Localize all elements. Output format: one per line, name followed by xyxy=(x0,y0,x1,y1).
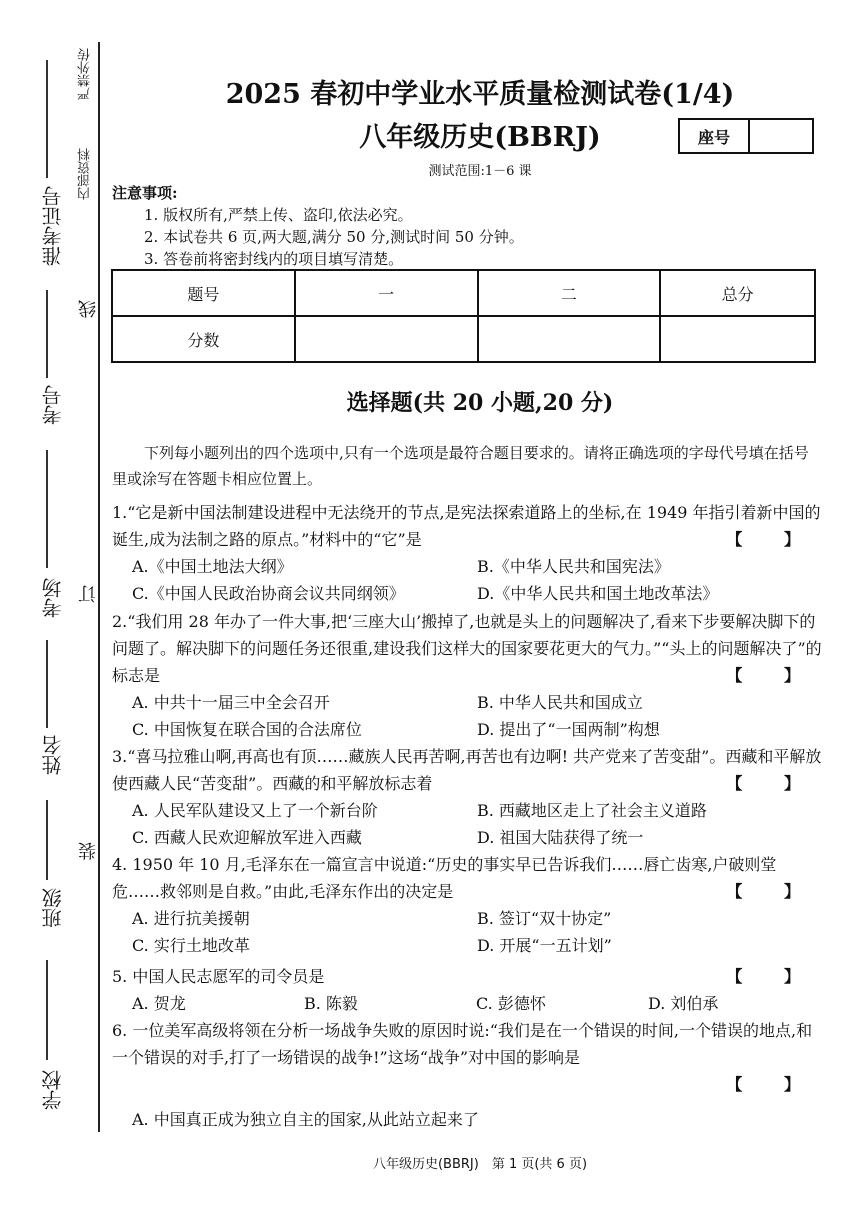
question-stem xyxy=(112,608,824,689)
option-d[interactable]: D. 刘伯承 xyxy=(648,994,719,1013)
school-field[interactable] xyxy=(46,960,48,1060)
ticket-no-field[interactable] xyxy=(46,60,48,178)
seat-value[interactable] xyxy=(750,120,812,152)
score-cell-part-1[interactable] xyxy=(295,316,478,362)
header-cell-question-no: 题号 xyxy=(112,270,295,316)
question-text: 1.“它是新中国法制建设进程中无法绕开的节点,是宪法探索道路上的坐标,在 1949 年指引着新中国的诞生,成为法制之路的原点。”材料中的“它”是 xyxy=(112,503,821,549)
option-d[interactable]: D. 开展“一五计划” xyxy=(477,936,612,955)
exam-room-label: 考场 xyxy=(41,578,65,618)
question-text: 5. 中国人民志愿军的司令员是 xyxy=(112,967,325,986)
question-6 xyxy=(112,1017,824,1133)
seat-label: 座号 xyxy=(680,120,750,152)
option-c[interactable]: C. 实行土地改革 xyxy=(132,936,250,955)
name-field[interactable] xyxy=(46,640,48,728)
exam-subtitle: 八年级历史(BBRJ) xyxy=(359,122,601,153)
test-range: 测试范围:1－6 课 xyxy=(428,164,532,179)
question-stem xyxy=(112,1017,824,1071)
question-stem xyxy=(112,963,824,990)
question-5 xyxy=(112,963,824,1017)
option-c[interactable]: C. 西藏人民欢迎解放军进入西藏 xyxy=(132,828,362,847)
question-1 xyxy=(112,499,824,607)
score-row-label: 分数 xyxy=(112,316,295,362)
options xyxy=(112,797,824,851)
option-d[interactable]: D.《中华人民共和国土地改革法》 xyxy=(477,584,719,603)
confidential-label: 严禁外传 xyxy=(78,48,93,100)
question-2 xyxy=(112,608,824,743)
question-text: 2.“我们用 28 年办了一件大事,把‘三座大山’搬掉了,也就是头上的问题解决了,看来下步要解决脚下的问题了。解决脚下的问题任务还很重,建设我们这样大的国家要花更大的气力。”“头上的问题解决了”的标志是 xyxy=(112,612,822,685)
answer-bracket[interactable]: 【 】 xyxy=(726,1075,818,1094)
school-label: 学校 xyxy=(41,1070,65,1110)
question-stem xyxy=(112,851,824,905)
class-field[interactable] xyxy=(46,800,48,880)
notes xyxy=(112,182,524,270)
exam-no-field[interactable] xyxy=(46,290,48,378)
option-b[interactable]: B. 中华人民共和国成立 xyxy=(477,693,643,712)
answer-bracket[interactable]: 【 】 xyxy=(726,666,818,685)
option-a[interactable]: A. 进行抗美援朝 xyxy=(132,909,250,928)
score-cell-total[interactable] xyxy=(660,316,815,362)
question-text: 6. 一位美军高级将领在分析一场战争失败的原因时说:“我们是在一个错误的时间,一个错误的地点,和一个错误的对手,打了一场错误的战争!”这场“战争”对中国的影响是 xyxy=(112,1021,813,1067)
question-stem xyxy=(112,499,824,553)
options xyxy=(112,553,824,607)
options xyxy=(112,689,824,743)
exam-title: 2025 春初中学业水平质量检测试卷(1/4) xyxy=(225,79,735,110)
bracket-row xyxy=(112,1071,824,1098)
exam-no-label: 考号 xyxy=(41,385,65,425)
option-c[interactable]: C. 彭德怀 xyxy=(476,994,546,1013)
answer-bracket[interactable]: 【 】 xyxy=(726,967,818,986)
seal-line-label: 线 xyxy=(78,300,99,318)
answer-bracket[interactable]: 【 】 xyxy=(726,882,818,901)
question-3 xyxy=(112,743,824,851)
internal-label: 内部资料 xyxy=(78,148,93,200)
options xyxy=(112,905,824,959)
option-a[interactable]: A. 中共十一届三中全会召开 xyxy=(132,693,330,712)
option-b[interactable]: B. 签订“双十协定” xyxy=(477,909,612,928)
option-d[interactable]: D. 祖国大陆获得了统一 xyxy=(477,828,644,847)
option-d[interactable]: D. 提出了“一国两制”构想 xyxy=(477,720,660,739)
score-table xyxy=(111,269,816,363)
option-a[interactable]: A.《中国土地法大纲》 xyxy=(132,557,293,576)
notes-heading: 注意事项: xyxy=(112,184,178,202)
note-item: 2. 本试卷共 6 页,两大题,满分 50 分,测试时间 50 分钟。 xyxy=(144,228,524,246)
note-item: 3. 答卷前将密封线内的项目填写清楚。 xyxy=(144,250,404,268)
seat-number-box[interactable] xyxy=(678,118,814,154)
header-cell-part-2: 二 xyxy=(478,270,661,316)
options xyxy=(112,1106,824,1133)
name-label: 姓名 xyxy=(41,735,65,775)
option-a[interactable]: A. 贺龙 xyxy=(132,994,186,1013)
answer-bracket[interactable]: 【 】 xyxy=(726,774,818,793)
question-stem xyxy=(112,743,824,797)
ticket-no-label: 准考证号 xyxy=(41,186,65,266)
note-item: 1. 版权所有,严禁上传、盗印,依法必究。 xyxy=(144,206,413,224)
answer-bracket[interactable]: 【 】 xyxy=(726,530,818,549)
question-text: 3.“喜马拉雅山啊,再高也有顶……藏族人民再苦啊,再苦也有边啊! 共产党来了苦变甜”。西藏和平解放使西藏人民“苦变甜”。西藏的和平解放标志着 xyxy=(112,747,822,793)
seal-install-label: 装 xyxy=(78,842,99,860)
score-table-header-row xyxy=(112,270,815,316)
question-4 xyxy=(112,851,824,959)
score-cell-part-2[interactable] xyxy=(478,316,661,362)
options xyxy=(112,990,824,1017)
option-b[interactable]: B.《中华人民共和国宪法》 xyxy=(477,557,670,576)
question-text: 4. 1950 年 10 月,毛泽东在一篇宣言中说道:“历史的事实早已告诉我们……唇亡齿寒,户破则堂危……救邻则是自救。”由此,毛泽东作出的决定是 xyxy=(112,855,777,901)
option-c[interactable]: C. 中国恢复在联合国的合法席位 xyxy=(132,720,362,739)
exam-room-field[interactable] xyxy=(46,450,48,568)
section-title: 选择题(共 20 小题,20 分) xyxy=(346,390,614,416)
header-cell-part-1: 一 xyxy=(295,270,478,316)
option-a[interactable]: A. 中国真正成为独立自主的国家,从此站立起来了 xyxy=(132,1110,479,1129)
option-c[interactable]: C.《中国人民政治协商会议共同纲领》 xyxy=(132,584,405,603)
option-a[interactable]: A. 人民军队建设又上了一个新台阶 xyxy=(132,801,378,820)
section-instruction: 下列每小题列出的四个选项中,只有一个选项是最符合题目要求的。请将正确选项的字母代号填在括号里或涂写在答题卡相应位置上。 xyxy=(112,444,809,488)
option-b[interactable]: B. 陈毅 xyxy=(304,994,358,1013)
page-footer: 八年级历史(BBRJ) 第 1 页(共 6 页) xyxy=(372,1157,588,1172)
header-cell-total: 总分 xyxy=(660,270,815,316)
seal-bind-label: 订 xyxy=(78,585,99,603)
class-label: 班级 xyxy=(41,888,65,928)
score-table-score-row xyxy=(112,316,815,362)
option-b[interactable]: B. 西藏地区走上了社会主义道路 xyxy=(477,801,707,820)
